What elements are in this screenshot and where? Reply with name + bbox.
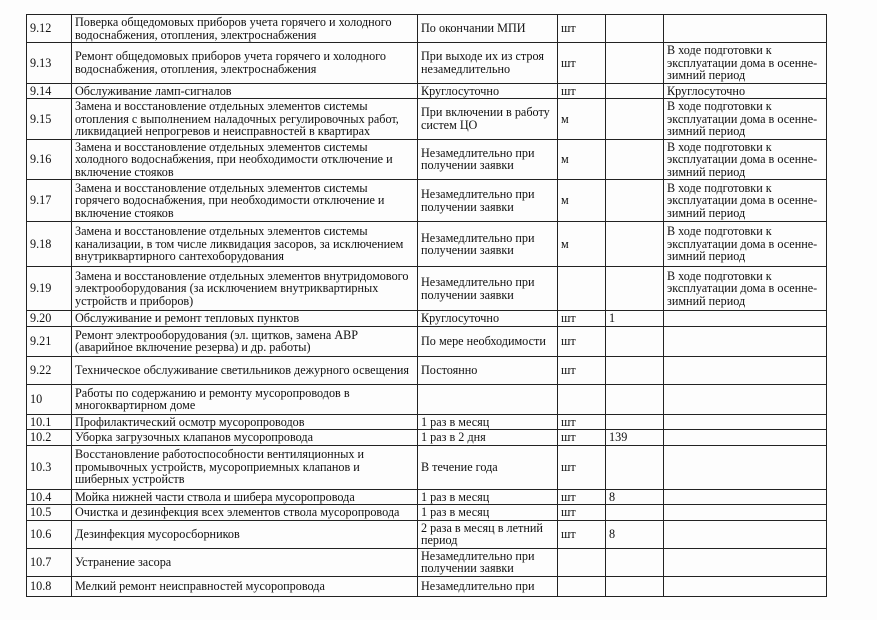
quantity-cell: 139 bbox=[606, 430, 664, 446]
work-name-cell: Поверка общедомовых приборов учета горячего и холодного водоснабжения, отопления, электроснабжения bbox=[72, 15, 418, 43]
unit-cell: шт bbox=[558, 489, 606, 505]
table-body bbox=[27, 15, 827, 597]
deadline-cell bbox=[664, 505, 827, 521]
table-row bbox=[27, 414, 827, 430]
row-number-cell: 10.7 bbox=[27, 548, 72, 576]
unit-cell: шт bbox=[558, 505, 606, 521]
periodicity-cell: Незамедлительно при получении заявки bbox=[418, 548, 558, 576]
unit-cell bbox=[558, 384, 606, 414]
page-bottom-edge bbox=[0, 606, 877, 620]
deadline-cell: В ходе подготовки к эксплуатации дома в осенне-зимний период bbox=[664, 180, 827, 222]
work-name-cell: Обслуживание ламп-сигналов bbox=[72, 83, 418, 99]
unit-cell: м bbox=[558, 139, 606, 180]
work-name-cell: Уборка загрузочных клапанов мусоропровода bbox=[72, 430, 418, 446]
unit-cell: м bbox=[558, 99, 606, 140]
periodicity-cell: Круглосуточно bbox=[418, 83, 558, 99]
deadline-cell bbox=[664, 548, 827, 576]
table-row bbox=[27, 356, 827, 384]
deadline-cell: В ходе подготовки к эксплуатации дома в осенне-зимний период bbox=[664, 267, 827, 311]
work-name-cell: Мойка нижней части ствола и шибера мусоропровода bbox=[72, 489, 418, 505]
work-name-cell: Обслуживание и ремонт тепловых пунктов bbox=[72, 311, 418, 327]
periodicity-cell: При выходе их из строя незамедлительно bbox=[418, 43, 558, 84]
row-number-cell: 10.5 bbox=[27, 505, 72, 521]
deadline-cell bbox=[664, 489, 827, 505]
unit-cell: шт bbox=[558, 430, 606, 446]
table-row bbox=[27, 15, 827, 43]
deadline-cell: В ходе подготовки к эксплуатации дома в осенне-зимний период bbox=[664, 99, 827, 140]
deadline-cell: В ходе подготовки к эксплуатации дома в осенне-зимний период bbox=[664, 222, 827, 267]
row-number-cell: 9.21 bbox=[27, 326, 72, 356]
deadline-cell bbox=[664, 430, 827, 446]
periodicity-cell bbox=[418, 384, 558, 414]
quantity-cell bbox=[606, 414, 664, 430]
row-number-cell: 10.6 bbox=[27, 520, 72, 548]
unit-cell: шт bbox=[558, 83, 606, 99]
unit-cell bbox=[558, 576, 606, 596]
periodicity-cell: Незамедлительно при получении заявки bbox=[418, 180, 558, 222]
row-number-cell: 9.14 bbox=[27, 83, 72, 99]
unit-cell: м bbox=[558, 222, 606, 267]
row-number-cell: 10.3 bbox=[27, 445, 72, 489]
unit-cell bbox=[558, 267, 606, 311]
quantity-cell bbox=[606, 99, 664, 140]
unit-cell: шт bbox=[558, 15, 606, 43]
quantity-cell bbox=[606, 505, 664, 521]
table-row bbox=[27, 445, 827, 489]
work-name-cell: Ремонт общедомовых приборов учета горячего и холодного водоснабжения, отопления, электроснабжения bbox=[72, 43, 418, 84]
deadline-cell bbox=[664, 445, 827, 489]
table-row bbox=[27, 83, 827, 99]
work-name-cell: Ремонт электрооборудования (эл. щитков, замена АВР (аварийное включение резерва) и др. работы) bbox=[72, 326, 418, 356]
row-number-cell: 9.13 bbox=[27, 43, 72, 84]
table-row bbox=[27, 222, 827, 267]
row-number-cell: 9.12 bbox=[27, 15, 72, 43]
deadline-cell bbox=[664, 384, 827, 414]
quantity-cell bbox=[606, 139, 664, 180]
periodicity-cell: 1 раз в 2 дня bbox=[418, 430, 558, 446]
deadline-cell: В ходе подготовки к эксплуатации дома в осенне-зимний период bbox=[664, 139, 827, 180]
periodicity-cell: 1 раз в месяц bbox=[418, 505, 558, 521]
work-name-cell: Техническое обслуживание светильников дежурного освещения bbox=[72, 356, 418, 384]
periodicity-cell: Постоянно bbox=[418, 356, 558, 384]
work-name-cell: Замена и восстановление отдельных элементов внутридомового электрооборудования (за исключением внутриквартирных устройств и приборов) bbox=[72, 267, 418, 311]
row-number-cell: 10.4 bbox=[27, 489, 72, 505]
unit-cell: м bbox=[558, 180, 606, 222]
quantity-cell: 8 bbox=[606, 489, 664, 505]
quantity-cell bbox=[606, 445, 664, 489]
deadline-cell bbox=[664, 356, 827, 384]
periodicity-cell: Круглосуточно bbox=[418, 311, 558, 327]
row-number-cell: 10.8 bbox=[27, 576, 72, 596]
deadline-cell bbox=[664, 326, 827, 356]
quantity-cell bbox=[606, 15, 664, 43]
work-name-cell: Мелкий ремонт неисправностей мусоропровода bbox=[72, 576, 418, 596]
unit-cell bbox=[558, 548, 606, 576]
periodicity-cell: Незамедлительно при bbox=[418, 576, 558, 596]
deadline-cell bbox=[664, 311, 827, 327]
work-name-cell: Замена и восстановление отдельных элементов системы горячего водоснабжения, при необходимости отключение и включение стояков bbox=[72, 180, 418, 222]
work-name-cell: Профилактический осмотр мусоропроводов bbox=[72, 414, 418, 430]
periodicity-cell: 1 раз в месяц bbox=[418, 414, 558, 430]
table-row bbox=[27, 326, 827, 356]
row-number-cell: 9.15 bbox=[27, 99, 72, 140]
work-name-cell: Дезинфекция мусоросборников bbox=[72, 520, 418, 548]
table-row bbox=[27, 520, 827, 548]
deadline-cell bbox=[664, 520, 827, 548]
unit-cell: шт bbox=[558, 43, 606, 84]
row-number-cell: 10.2 bbox=[27, 430, 72, 446]
quantity-cell bbox=[606, 83, 664, 99]
table-row bbox=[27, 311, 827, 327]
periodicity-cell: 1 раз в месяц bbox=[418, 489, 558, 505]
quantity-cell bbox=[606, 180, 664, 222]
unit-cell: шт bbox=[558, 311, 606, 327]
row-number-cell: 9.22 bbox=[27, 356, 72, 384]
table-row bbox=[27, 576, 827, 596]
unit-cell: шт bbox=[558, 356, 606, 384]
quantity-cell bbox=[606, 384, 664, 414]
table-row bbox=[27, 430, 827, 446]
work-name-cell: Замена и восстановление отдельных элементов системы холодного водоснабжения, при необходимости отключение и включение стояков bbox=[72, 139, 418, 180]
work-name-cell: Устранение засора bbox=[72, 548, 418, 576]
quantity-cell bbox=[606, 356, 664, 384]
periodicity-cell: При включении в работу систем ЦО bbox=[418, 99, 558, 140]
deadline-cell bbox=[664, 15, 827, 43]
row-number-cell: 10.1 bbox=[27, 414, 72, 430]
row-number-cell: 9.18 bbox=[27, 222, 72, 267]
table-row bbox=[27, 139, 827, 180]
table-row bbox=[27, 505, 827, 521]
unit-cell: шт bbox=[558, 445, 606, 489]
table-row bbox=[27, 43, 827, 84]
table-row bbox=[27, 99, 827, 140]
quantity-cell: 8 bbox=[606, 520, 664, 548]
periodicity-cell: Незамедлительно при получении заявки bbox=[418, 139, 558, 180]
unit-cell: шт bbox=[558, 520, 606, 548]
periodicity-cell: 2 раза в месяц в летний период bbox=[418, 520, 558, 548]
periodicity-cell: По окончании МПИ bbox=[418, 15, 558, 43]
deadline-cell: Круглосуточно bbox=[664, 83, 827, 99]
row-number-cell: 9.19 bbox=[27, 267, 72, 311]
table-row bbox=[27, 180, 827, 222]
work-name-cell: Замена и восстановление отдельных элементов системы отопления с выполнением наладочных регулировочных работ, ликвидацией непрогревов и неисправностей в квартирах bbox=[72, 99, 418, 140]
row-number-cell: 9.17 bbox=[27, 180, 72, 222]
table-row bbox=[27, 267, 827, 311]
row-number-cell: 10 bbox=[27, 384, 72, 414]
deadline-cell bbox=[664, 414, 827, 430]
quantity-cell bbox=[606, 222, 664, 267]
deadline-cell bbox=[664, 576, 827, 596]
row-number-cell: 9.20 bbox=[27, 311, 72, 327]
work-name-cell: Работы по содержанию и ремонту мусоропроводов в многоквартирном доме bbox=[72, 384, 418, 414]
periodicity-cell: Незамедлительно при получении заявки bbox=[418, 222, 558, 267]
quantity-cell bbox=[606, 326, 664, 356]
table-row bbox=[27, 384, 827, 414]
quantity-cell bbox=[606, 267, 664, 311]
table-row bbox=[27, 548, 827, 576]
maintenance-works-table bbox=[26, 14, 827, 597]
periodicity-cell: По мере необходимости bbox=[418, 326, 558, 356]
table-row bbox=[27, 489, 827, 505]
deadline-cell: В ходе подготовки к эксплуатации дома в осенне-зимний период bbox=[664, 43, 827, 84]
periodicity-cell: Незамедлительно при получении заявки bbox=[418, 267, 558, 311]
unit-cell: шт bbox=[558, 414, 606, 430]
work-name-cell: Очистка и дезинфекция всех элементов ствола мусоропровода bbox=[72, 505, 418, 521]
work-name-cell: Замена и восстановление отдельных элементов системы канализации, в том числе ликвидация засоров, за исключением внутриквартирного сантехоборудования bbox=[72, 222, 418, 267]
unit-cell: шт bbox=[558, 326, 606, 356]
quantity-cell: 1 bbox=[606, 311, 664, 327]
work-name-cell: Восстановление работоспособности вентиляционных и промывочных устройств, мусороприемных клапанов и шиберных устройств bbox=[72, 445, 418, 489]
quantity-cell bbox=[606, 576, 664, 596]
quantity-cell bbox=[606, 43, 664, 84]
row-number-cell: 9.16 bbox=[27, 139, 72, 180]
periodicity-cell: В течение года bbox=[418, 445, 558, 489]
quantity-cell bbox=[606, 548, 664, 576]
